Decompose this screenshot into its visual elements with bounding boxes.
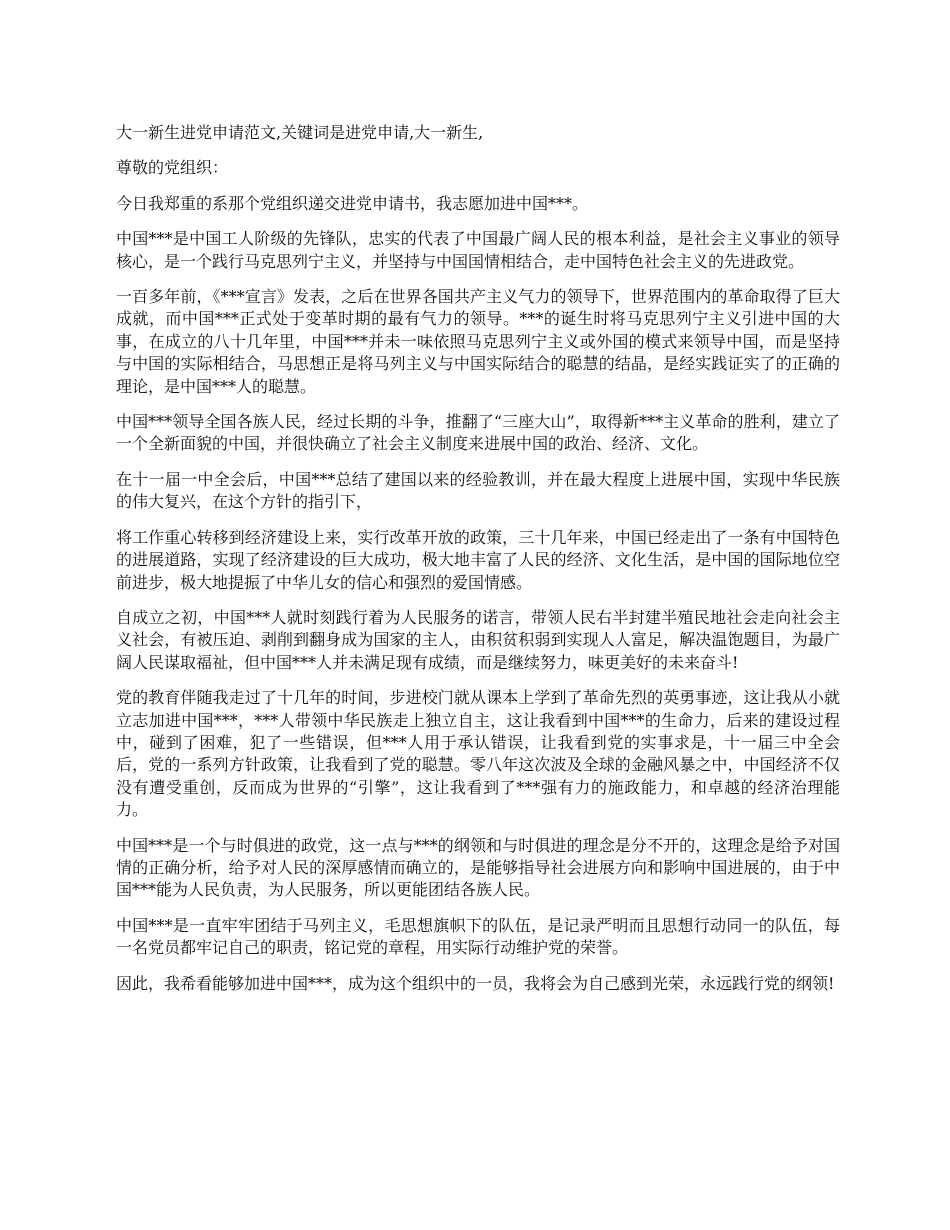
document-title-line: 大一新生进党申请范文,关键词是进党申请,大一新生,: [116, 123, 484, 142]
paragraph: 中国***领导全国各族人民，经过长期的斗争，推翻了“三座大山”，取得新***主义革命的胜利，建立了一个全新面貌的中国，并很快确立了社会主义制度来进展中国的政治、经济、文化。: [116, 412, 840, 454]
paragraph: 中国***是一个与时俱进的政党，这一点与***的纲领和与时俱进的理念是分不开的，这理念是给予对国情的正确分析，给予对人民的深厚感情而确立的，是能够指导社会进展方向和影响中国进展的，由于中国***能为人民负责，为人民服务，所以更能团结各族人民。: [116, 835, 840, 900]
paragraph: 一百多年前，《***宣言》发表，之后在世界各国共产主义气力的领导下，世界范围内的革命取得了巨大成就，而中国***正式处于变革时期的最有气力的领导。***的诞生时将马克思列宁主义引进中国的大事，在成立的八十几年里，中国***并未一味依照马克思列宁主义或外国的模式来领导中国，而是坚持与中国的实际相结合，马思想正是将马列主义与中国实际结合的聪慧的结晶，是经实践证实了的正确的理论，是中国***人的聪慧。: [116, 287, 840, 396]
paragraph: 自成立之初，中国***人就时刻践行着为人民服务的诺言，带领人民右半封建半殖民地社会走向社会主义社会，有被压迫、剥削到翻身成为国家的主人，由积贫积弱到实现人人富足，解决温饱题目，为最广阔人民谋取福祉，但中国***人并未满足现有成绩，而是继续努力，味更美好的未来奋斗!: [116, 607, 840, 672]
paragraph: 党的教育伴随我走过了十几年的时间，步进校门就从课本上学到了革命先烈的英勇事迹，这让我从小就立志加进中国***，***人带领中华民族走上独立自主，这让我看到中国***的生命力，后来的建设过程中，碰到了困难，犯了一些错误，但***人用于承认错误，让我看到党的实事求是，十一届三中全会后，党的一系列方针政策，让我看到了党的聪慧。零八年这次波及全球的金融风暴之中，中国经济不仅没有遭受重创，反而成为世界的“引擎”，这让我看到了***强有力的施政能力，和卓越的经济治理能力。: [116, 688, 840, 820]
paragraph: 在十一届一中全会后，中国***总结了建国以来的经验教训，并在最大程度上进展中国，实现中华民族的伟大复兴，在这个方针的指引下，: [116, 469, 840, 512]
paragraph: 中国***是中国工人阶级的先锋队，忠实的代表了中国最广阔人民的根本利益，是社会主义事业的领导核心，是一个践行马克思列宁主义，并坚持与中国国情相结合，走中国特色社会主义的先进政党。: [116, 229, 840, 271]
closing-paragraph: 因此，我希看能够加进中国***，成为这个组织中的一员，我将会为自己感到光荣，永远践行党的纲领!: [116, 973, 835, 993]
salutation: 尊敬的党组织：: [116, 158, 229, 178]
paragraph: 今日我郑重的系那个党组织递交进党申请书，我志愿加进中国***。: [116, 193, 589, 213]
document-body: [116, 122, 840, 1008]
paragraph: 中国***是一直牢牢团结于马列主义，毛思想旗帜下的队伍，是记录严明而且思想行动同一的队伍，每一名党员都牢记自己的职责，铭记党的章程，用实际行动维护党的荣誉。: [116, 915, 840, 958]
paragraph: 将工作重心转移到经济建设上来，实行改革开放的政策，三十几年来，中国已经走出了一条有中国特色的进展道路，实现了经济建设的巨大成功，极大地丰富了人民的经济、文化生活，是中国的国际地位空前进步，极大地提振了中华儿女的信心和强烈的爱国情感。: [116, 527, 840, 592]
